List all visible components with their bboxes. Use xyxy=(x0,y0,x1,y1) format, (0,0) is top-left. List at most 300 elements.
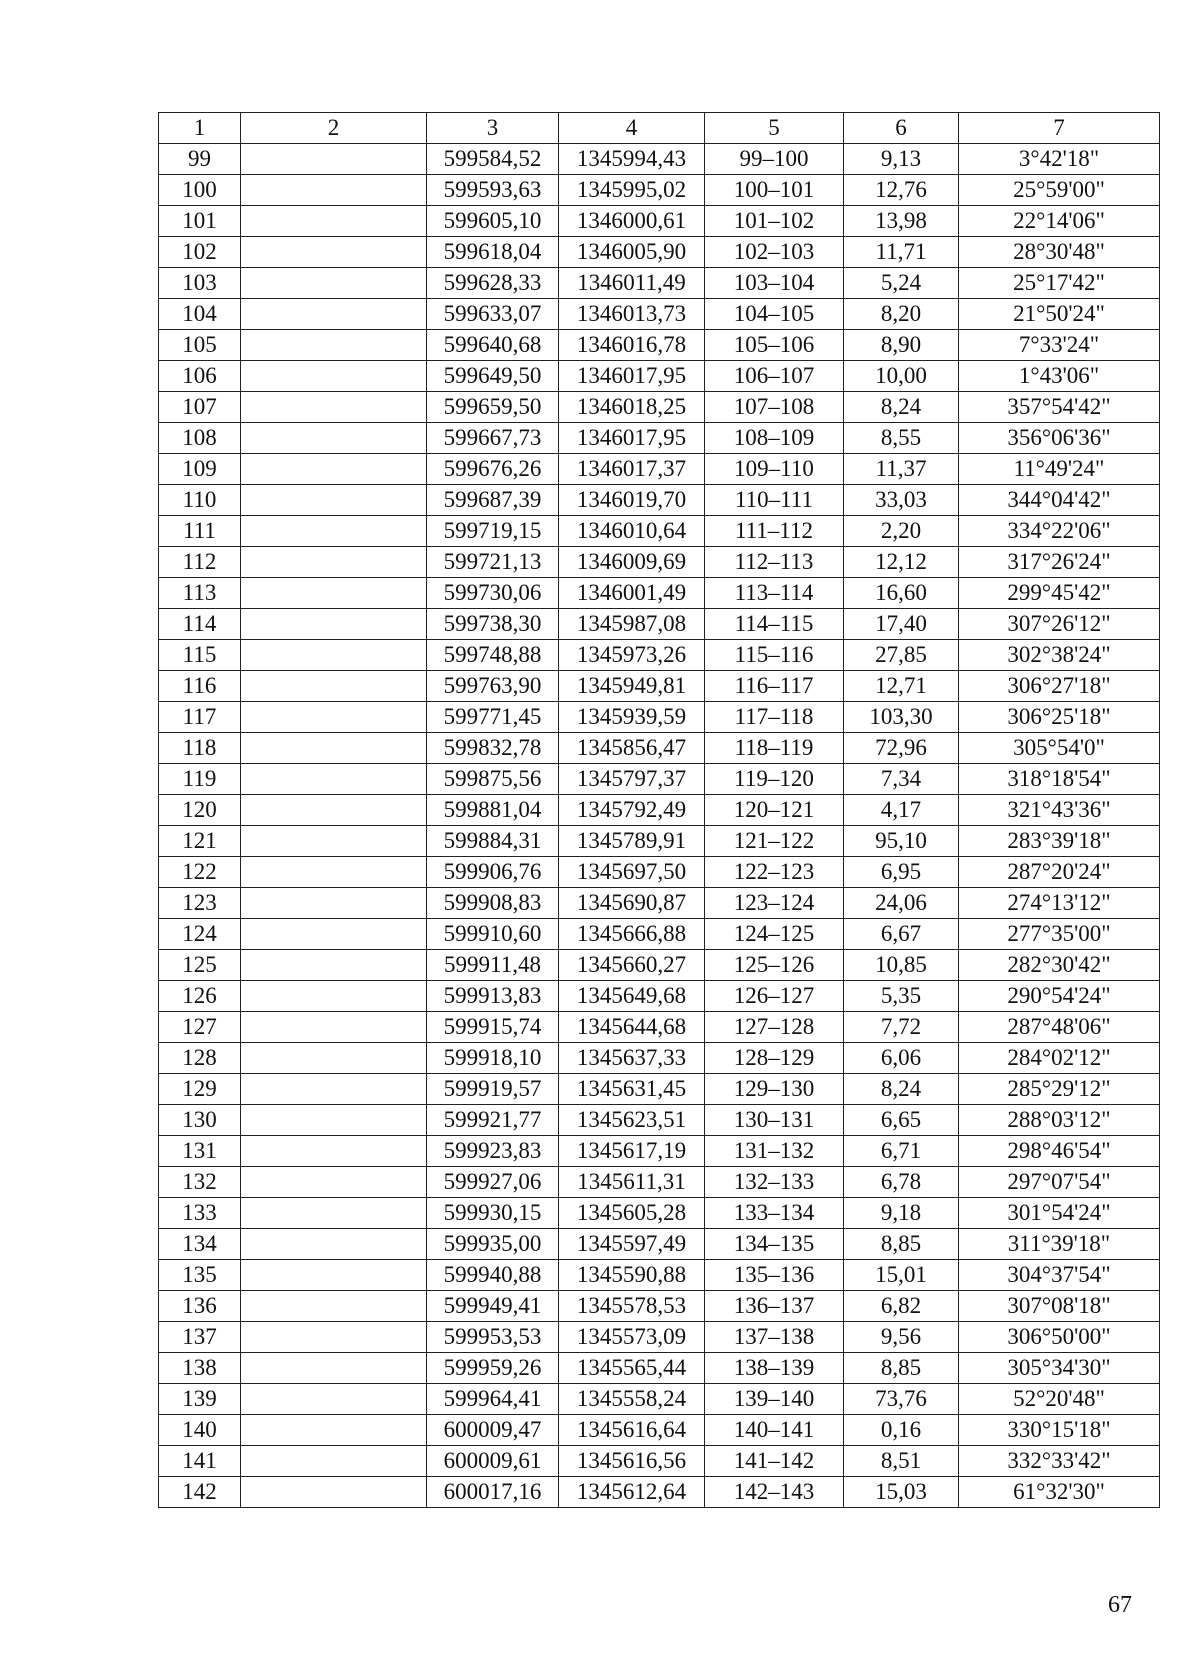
distance: 27,85 xyxy=(844,640,959,671)
x-coordinate: 600017,16 xyxy=(427,1477,559,1508)
y-coordinate: 1345578,53 xyxy=(559,1291,705,1322)
col-2-cell xyxy=(241,454,427,485)
x-coordinate: 599730,06 xyxy=(427,578,559,609)
point-number: 132 xyxy=(159,1167,241,1198)
col-2-cell xyxy=(241,733,427,764)
point-number: 124 xyxy=(159,919,241,950)
direction-angle: 306°27'18" xyxy=(959,671,1160,702)
point-number: 118 xyxy=(159,733,241,764)
segment: 141–142 xyxy=(705,1446,844,1477)
point-number: 104 xyxy=(159,299,241,330)
segment: 100–101 xyxy=(705,175,844,206)
direction-angle: 25°59'00" xyxy=(959,175,1160,206)
x-coordinate: 599593,63 xyxy=(427,175,559,206)
col-2-cell xyxy=(241,392,427,423)
col-2-cell xyxy=(241,1105,427,1136)
point-number: 115 xyxy=(159,640,241,671)
distance: 12,71 xyxy=(844,671,959,702)
table-body xyxy=(159,144,1160,1508)
point-number: 108 xyxy=(159,423,241,454)
table-row xyxy=(159,981,1160,1012)
direction-angle: 22°14'06" xyxy=(959,206,1160,237)
table-row xyxy=(159,950,1160,981)
x-coordinate: 599628,33 xyxy=(427,268,559,299)
segment: 106–107 xyxy=(705,361,844,392)
direction-angle: 28°30'48" xyxy=(959,237,1160,268)
table-row xyxy=(159,330,1160,361)
point-number: 113 xyxy=(159,578,241,609)
distance: 12,12 xyxy=(844,547,959,578)
direction-angle: 3°42'18" xyxy=(959,144,1160,175)
distance: 10,85 xyxy=(844,950,959,981)
point-number: 99 xyxy=(159,144,241,175)
col-2-cell xyxy=(241,888,427,919)
point-number: 134 xyxy=(159,1229,241,1260)
x-coordinate: 599676,26 xyxy=(427,454,559,485)
y-coordinate: 1345590,88 xyxy=(559,1260,705,1291)
distance: 17,40 xyxy=(844,609,959,640)
point-number: 123 xyxy=(159,888,241,919)
col-2-cell xyxy=(241,764,427,795)
direction-angle: 332°33'42" xyxy=(959,1446,1160,1477)
point-number: 111 xyxy=(159,516,241,547)
segment: 132–133 xyxy=(705,1167,844,1198)
col-2-cell xyxy=(241,1477,427,1508)
y-coordinate: 1346005,90 xyxy=(559,237,705,268)
point-number: 126 xyxy=(159,981,241,1012)
y-coordinate: 1345644,68 xyxy=(559,1012,705,1043)
segment: 113–114 xyxy=(705,578,844,609)
x-coordinate: 599908,83 xyxy=(427,888,559,919)
distance: 4,17 xyxy=(844,795,959,826)
table-row xyxy=(159,640,1160,671)
point-number: 107 xyxy=(159,392,241,423)
table-row xyxy=(159,764,1160,795)
y-coordinate: 1346017,37 xyxy=(559,454,705,485)
direction-angle: 299°45'42" xyxy=(959,578,1160,609)
table-row xyxy=(159,1136,1160,1167)
x-coordinate: 599921,77 xyxy=(427,1105,559,1136)
col-2-cell xyxy=(241,950,427,981)
point-number: 135 xyxy=(159,1260,241,1291)
x-coordinate: 599748,88 xyxy=(427,640,559,671)
col-2-cell xyxy=(241,702,427,733)
direction-angle: 274°13'12" xyxy=(959,888,1160,919)
segment: 101–102 xyxy=(705,206,844,237)
direction-angle: 277°35'00" xyxy=(959,919,1160,950)
header-col-4: 4 xyxy=(559,113,705,144)
col-2-cell xyxy=(241,1229,427,1260)
segment: 114–115 xyxy=(705,609,844,640)
direction-angle: 297°07'54" xyxy=(959,1167,1160,1198)
distance: 0,16 xyxy=(844,1415,959,1446)
y-coordinate: 1345995,02 xyxy=(559,175,705,206)
segment: 139–140 xyxy=(705,1384,844,1415)
direction-angle: 318°18'54" xyxy=(959,764,1160,795)
point-number: 129 xyxy=(159,1074,241,1105)
direction-angle: 307°08'18" xyxy=(959,1291,1160,1322)
segment: 129–130 xyxy=(705,1074,844,1105)
segment: 130–131 xyxy=(705,1105,844,1136)
distance: 6,82 xyxy=(844,1291,959,1322)
table-row xyxy=(159,888,1160,919)
distance: 16,60 xyxy=(844,578,959,609)
point-number: 109 xyxy=(159,454,241,485)
distance: 8,24 xyxy=(844,1074,959,1105)
table-row xyxy=(159,1105,1160,1136)
table-row xyxy=(159,1074,1160,1105)
y-coordinate: 1345623,51 xyxy=(559,1105,705,1136)
col-2-cell xyxy=(241,1322,427,1353)
col-2-cell xyxy=(241,609,427,640)
col-2-cell xyxy=(241,516,427,547)
direction-angle: 321°43'36" xyxy=(959,795,1160,826)
y-coordinate: 1345973,26 xyxy=(559,640,705,671)
col-2-cell xyxy=(241,1167,427,1198)
col-2-cell xyxy=(241,547,427,578)
y-coordinate: 1345856,47 xyxy=(559,733,705,764)
direction-angle: 1°43'06" xyxy=(959,361,1160,392)
x-coordinate: 599964,41 xyxy=(427,1384,559,1415)
direction-angle: 306°25'18" xyxy=(959,702,1160,733)
col-2-cell xyxy=(241,1012,427,1043)
direction-angle: 307°26'12" xyxy=(959,609,1160,640)
point-number: 110 xyxy=(159,485,241,516)
segment: 128–129 xyxy=(705,1043,844,1074)
distance: 8,24 xyxy=(844,392,959,423)
table-row xyxy=(159,1384,1160,1415)
col-2-cell xyxy=(241,640,427,671)
x-coordinate: 599918,10 xyxy=(427,1043,559,1074)
distance: 8,55 xyxy=(844,423,959,454)
direction-angle: 302°38'24" xyxy=(959,640,1160,671)
x-coordinate: 599884,31 xyxy=(427,826,559,857)
y-coordinate: 1345994,43 xyxy=(559,144,705,175)
segment: 123–124 xyxy=(705,888,844,919)
table-row xyxy=(159,206,1160,237)
x-coordinate: 599915,74 xyxy=(427,1012,559,1043)
x-coordinate: 599911,48 xyxy=(427,950,559,981)
table-row xyxy=(159,237,1160,268)
y-coordinate: 1345949,81 xyxy=(559,671,705,702)
x-coordinate: 599940,88 xyxy=(427,1260,559,1291)
y-coordinate: 1346017,95 xyxy=(559,423,705,454)
direction-angle: 304°37'54" xyxy=(959,1260,1160,1291)
x-coordinate: 599659,50 xyxy=(427,392,559,423)
col-2-cell xyxy=(241,795,427,826)
point-number: 136 xyxy=(159,1291,241,1322)
col-2-cell xyxy=(241,1291,427,1322)
x-coordinate: 599927,06 xyxy=(427,1167,559,1198)
y-coordinate: 1346001,49 xyxy=(559,578,705,609)
y-coordinate: 1345605,28 xyxy=(559,1198,705,1229)
segment: 99–100 xyxy=(705,144,844,175)
page-number: 67 xyxy=(1108,1592,1132,1618)
distance: 73,76 xyxy=(844,1384,959,1415)
point-number: 133 xyxy=(159,1198,241,1229)
col-2-cell xyxy=(241,981,427,1012)
y-coordinate: 1345565,44 xyxy=(559,1353,705,1384)
distance: 15,03 xyxy=(844,1477,959,1508)
direction-angle: 290°54'24" xyxy=(959,981,1160,1012)
x-coordinate: 599881,04 xyxy=(427,795,559,826)
y-coordinate: 1345939,59 xyxy=(559,702,705,733)
point-number: 141 xyxy=(159,1446,241,1477)
segment: 124–125 xyxy=(705,919,844,950)
y-coordinate: 1345617,19 xyxy=(559,1136,705,1167)
distance: 13,98 xyxy=(844,206,959,237)
distance: 103,30 xyxy=(844,702,959,733)
point-number: 114 xyxy=(159,609,241,640)
point-number: 106 xyxy=(159,361,241,392)
direction-angle: 357°54'42" xyxy=(959,392,1160,423)
direction-angle: 301°54'24" xyxy=(959,1198,1160,1229)
segment: 105–106 xyxy=(705,330,844,361)
col-2-cell xyxy=(241,330,427,361)
segment: 112–113 xyxy=(705,547,844,578)
point-number: 121 xyxy=(159,826,241,857)
segment: 137–138 xyxy=(705,1322,844,1353)
y-coordinate: 1346013,73 xyxy=(559,299,705,330)
segment: 135–136 xyxy=(705,1260,844,1291)
x-coordinate: 599584,52 xyxy=(427,144,559,175)
x-coordinate: 599910,60 xyxy=(427,919,559,950)
table-row xyxy=(159,268,1160,299)
x-coordinate: 599721,13 xyxy=(427,547,559,578)
point-number: 105 xyxy=(159,330,241,361)
distance: 11,71 xyxy=(844,237,959,268)
x-coordinate: 599618,04 xyxy=(427,237,559,268)
table-row xyxy=(159,1167,1160,1198)
segment: 138–139 xyxy=(705,1353,844,1384)
header-col-3: 3 xyxy=(427,113,559,144)
segment: 116–117 xyxy=(705,671,844,702)
point-number: 131 xyxy=(159,1136,241,1167)
distance: 5,24 xyxy=(844,268,959,299)
col-2-cell xyxy=(241,857,427,888)
point-number: 130 xyxy=(159,1105,241,1136)
direction-angle: 306°50'00" xyxy=(959,1322,1160,1353)
direction-angle: 287°20'24" xyxy=(959,857,1160,888)
col-2-cell xyxy=(241,299,427,330)
y-coordinate: 1345616,56 xyxy=(559,1446,705,1477)
col-2-cell xyxy=(241,485,427,516)
table-row xyxy=(159,1291,1160,1322)
table-row xyxy=(159,485,1160,516)
point-number: 128 xyxy=(159,1043,241,1074)
direction-angle: 21°50'24" xyxy=(959,299,1160,330)
y-coordinate: 1346016,78 xyxy=(559,330,705,361)
distance: 6,67 xyxy=(844,919,959,950)
table-row xyxy=(159,702,1160,733)
segment: 125–126 xyxy=(705,950,844,981)
distance: 95,10 xyxy=(844,826,959,857)
x-coordinate: 599875,56 xyxy=(427,764,559,795)
y-coordinate: 1345597,49 xyxy=(559,1229,705,1260)
direction-angle: 334°22'06" xyxy=(959,516,1160,547)
col-2-cell xyxy=(241,919,427,950)
col-2-cell xyxy=(241,175,427,206)
direction-angle: 288°03'12" xyxy=(959,1105,1160,1136)
x-coordinate: 599763,90 xyxy=(427,671,559,702)
x-coordinate: 599687,39 xyxy=(427,485,559,516)
y-coordinate: 1345612,64 xyxy=(559,1477,705,1508)
col-2-cell xyxy=(241,1136,427,1167)
distance: 8,85 xyxy=(844,1353,959,1384)
x-coordinate: 599906,76 xyxy=(427,857,559,888)
header-col-5: 5 xyxy=(705,113,844,144)
distance: 33,03 xyxy=(844,485,959,516)
y-coordinate: 1345797,37 xyxy=(559,764,705,795)
distance: 8,90 xyxy=(844,330,959,361)
col-2-cell xyxy=(241,1384,427,1415)
x-coordinate: 600009,61 xyxy=(427,1446,559,1477)
direction-angle: 305°34'30" xyxy=(959,1353,1160,1384)
table-row xyxy=(159,392,1160,423)
y-coordinate: 1345660,27 xyxy=(559,950,705,981)
direction-angle: 282°30'42" xyxy=(959,950,1160,981)
segment: 131–132 xyxy=(705,1136,844,1167)
segment: 121–122 xyxy=(705,826,844,857)
distance: 15,01 xyxy=(844,1260,959,1291)
direction-angle: 344°04'42" xyxy=(959,485,1160,516)
y-coordinate: 1345631,45 xyxy=(559,1074,705,1105)
distance: 9,56 xyxy=(844,1322,959,1353)
y-coordinate: 1345666,88 xyxy=(559,919,705,950)
segment: 127–128 xyxy=(705,1012,844,1043)
distance: 8,51 xyxy=(844,1446,959,1477)
col-2-cell xyxy=(241,1415,427,1446)
x-coordinate: 599923,83 xyxy=(427,1136,559,1167)
distance: 8,85 xyxy=(844,1229,959,1260)
y-coordinate: 1346011,49 xyxy=(559,268,705,299)
col-2-cell xyxy=(241,671,427,702)
x-coordinate: 599953,53 xyxy=(427,1322,559,1353)
col-2-cell xyxy=(241,268,427,299)
point-number: 103 xyxy=(159,268,241,299)
table-row xyxy=(159,516,1160,547)
table-row xyxy=(159,919,1160,950)
col-2-cell xyxy=(241,1353,427,1384)
y-coordinate: 1345697,50 xyxy=(559,857,705,888)
direction-angle: 7°33'24" xyxy=(959,330,1160,361)
direction-angle: 287°48'06" xyxy=(959,1012,1160,1043)
y-coordinate: 1345792,49 xyxy=(559,795,705,826)
x-coordinate: 599919,57 xyxy=(427,1074,559,1105)
table-row xyxy=(159,175,1160,206)
segment: 136–137 xyxy=(705,1291,844,1322)
segment: 119–120 xyxy=(705,764,844,795)
table-row xyxy=(159,1043,1160,1074)
distance: 6,65 xyxy=(844,1105,959,1136)
direction-angle: 317°26'24" xyxy=(959,547,1160,578)
y-coordinate: 1345690,87 xyxy=(559,888,705,919)
col-2-cell xyxy=(241,206,427,237)
distance: 6,06 xyxy=(844,1043,959,1074)
direction-angle: 11°49'24" xyxy=(959,454,1160,485)
table-row xyxy=(159,299,1160,330)
table-row xyxy=(159,144,1160,175)
y-coordinate: 1345558,24 xyxy=(559,1384,705,1415)
segment: 111–112 xyxy=(705,516,844,547)
segment: 120–121 xyxy=(705,795,844,826)
direction-angle: 285°29'12" xyxy=(959,1074,1160,1105)
header-col-6: 6 xyxy=(844,113,959,144)
col-2-cell xyxy=(241,1043,427,1074)
point-number: 101 xyxy=(159,206,241,237)
segment: 122–123 xyxy=(705,857,844,888)
y-coordinate: 1345611,31 xyxy=(559,1167,705,1198)
table-row xyxy=(159,361,1160,392)
header-col-7: 7 xyxy=(959,113,1160,144)
direction-angle: 61°32'30" xyxy=(959,1477,1160,1508)
segment: 107–108 xyxy=(705,392,844,423)
distance: 6,71 xyxy=(844,1136,959,1167)
direction-angle: 311°39'18" xyxy=(959,1229,1160,1260)
table-row xyxy=(159,454,1160,485)
y-coordinate: 1346010,64 xyxy=(559,516,705,547)
x-coordinate: 599930,15 xyxy=(427,1198,559,1229)
table-row xyxy=(159,1322,1160,1353)
point-number: 116 xyxy=(159,671,241,702)
point-number: 139 xyxy=(159,1384,241,1415)
distance: 6,95 xyxy=(844,857,959,888)
x-coordinate: 599633,07 xyxy=(427,299,559,330)
table-header-row xyxy=(159,113,1160,144)
y-coordinate: 1345987,08 xyxy=(559,609,705,640)
direction-angle: 298°46'54" xyxy=(959,1136,1160,1167)
segment: 133–134 xyxy=(705,1198,844,1229)
table-row xyxy=(159,795,1160,826)
distance: 8,20 xyxy=(844,299,959,330)
y-coordinate: 1346017,95 xyxy=(559,361,705,392)
x-coordinate: 599719,15 xyxy=(427,516,559,547)
segment: 102–103 xyxy=(705,237,844,268)
distance: 10,00 xyxy=(844,361,959,392)
point-number: 122 xyxy=(159,857,241,888)
y-coordinate: 1346018,25 xyxy=(559,392,705,423)
distance: 5,35 xyxy=(844,981,959,1012)
segment: 140–141 xyxy=(705,1415,844,1446)
point-number: 138 xyxy=(159,1353,241,1384)
y-coordinate: 1346019,70 xyxy=(559,485,705,516)
segment: 104–105 xyxy=(705,299,844,330)
y-coordinate: 1346009,69 xyxy=(559,547,705,578)
table-row xyxy=(159,578,1160,609)
direction-angle: 52°20'48" xyxy=(959,1384,1160,1415)
col-2-cell xyxy=(241,1198,427,1229)
point-number: 140 xyxy=(159,1415,241,1446)
col-2-cell xyxy=(241,423,427,454)
direction-angle: 283°39'18" xyxy=(959,826,1160,857)
table-row xyxy=(159,826,1160,857)
x-coordinate: 599738,30 xyxy=(427,609,559,640)
distance: 9,18 xyxy=(844,1198,959,1229)
x-coordinate: 599640,68 xyxy=(427,330,559,361)
table-row xyxy=(159,1012,1160,1043)
table-row xyxy=(159,1415,1160,1446)
x-coordinate: 600009,47 xyxy=(427,1415,559,1446)
col-2-cell xyxy=(241,1446,427,1477)
distance: 24,06 xyxy=(844,888,959,919)
segment: 110–111 xyxy=(705,485,844,516)
direction-angle: 330°15'18" xyxy=(959,1415,1160,1446)
point-number: 125 xyxy=(159,950,241,981)
distance: 11,37 xyxy=(844,454,959,485)
point-number: 142 xyxy=(159,1477,241,1508)
distance: 9,13 xyxy=(844,144,959,175)
x-coordinate: 599935,00 xyxy=(427,1229,559,1260)
